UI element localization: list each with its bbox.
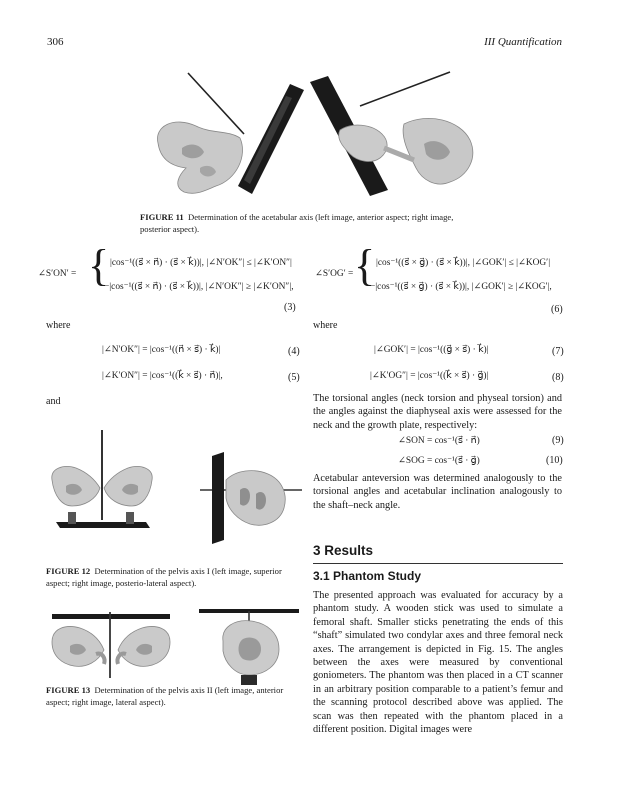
eq9-text: ∠SON = cos⁻¹(s⃗ · n⃗): [398, 436, 480, 446]
figure-11-right-image: [300, 68, 485, 203]
eq10-number: (10): [546, 455, 563, 466]
where-left: where: [46, 320, 71, 331]
eq3-number: (3): [284, 302, 296, 313]
eq3-lhs: ∠S′ON′ =: [38, 269, 77, 279]
running-head: III Quantification: [484, 36, 562, 48]
section-3-title: 3 Results: [313, 543, 374, 558]
section-rule: [313, 563, 563, 564]
eq6-lhs: ∠S′OG′ =: [315, 269, 354, 279]
figure-12-caption-text: Determination of the pelvis axis I (left image, superior aspect; right image, posterio-lateral aspect).: [46, 566, 282, 588]
eq6-number: (6): [551, 304, 563, 315]
eq4-number: (4): [288, 346, 300, 357]
figure-13-caption-text: Determination of the pelvis axis II (left image, anterior aspect; right image, lateral aspect).: [46, 685, 284, 707]
figure-13-left-image: [46, 608, 176, 683]
and-word: and: [46, 396, 61, 407]
para-phantom-study: The presented approach was evaluated for accuracy by a phantom study. A wooden stick was used to simulate a femoral shaft. Smaller sticks penetrating the ends of this “shaft” simulated two condylar axes and three femoral neck axes. The arrangement is depicted in Fig. 15. The angles between the axes were measured by conventional goniometers. The phantom was then placed in a CT scanner in an arbitrary position comparable to a patient’s femur and the scanning protocol described above was applied. The scan was then repeated with the phantom placed in a different position. Digital images were: [313, 590, 563, 736]
eq6-line2: −|cos⁻¹((s⃗ × g⃗) · (s⃗ × k⃗))|, |∠GOK′| ≥ |∠KOG′|,: [370, 282, 552, 292]
figure-11-caption-text: Determination of the acetabular axis (left image, anterior aspect; right image, posterior aspect).: [140, 212, 454, 234]
figure-11-caption: [140, 211, 480, 235]
eq3-line2: −|cos⁻¹((s⃗ × n⃗) · (s⃗ × k⃗))|, |∠N′OK″| ≥ |∠K′ON″|,: [104, 282, 294, 292]
para-anteversion: Acetabular anteversion was determined analogously to the torsional angles and acetabular inclination analogously to the shaft–neck angle.: [313, 473, 562, 511]
eq9-number: (9): [552, 435, 564, 446]
figure-13-caption: [46, 684, 304, 708]
para-torsion: The torsional angles (neck torsion and physeal torsion) and the angles against the diaphyseal axis were assessed for the neck and the growth plate, respectively:: [313, 393, 562, 431]
eq3-line1: |cos⁻¹((s⃗ × n⃗) · (s⃗ × k⃗))|, |∠N′OK″| ≤ |∠K′ON″|: [110, 258, 292, 268]
eq6-line1: |cos⁻¹((s⃗ × g⃗) · (s⃗ × k⃗))|, |∠GOK′| ≤ |∠KOG′|: [376, 258, 551, 268]
figure-12-left-image: [46, 428, 166, 538]
eq8-number: (8): [552, 372, 564, 383]
eq8-text: |∠K′OG″| = |cos⁻¹((k⃗ × s⃗) · g⃗)|: [370, 371, 489, 381]
eq4-text: |∠N′OK″| = |cos⁻¹((n⃗ × s⃗) · k⃗)|: [102, 345, 221, 355]
eq5-text: |∠K′ON″| = |cos⁻¹((k⃗ × s⃗) · n⃗)|,: [102, 371, 223, 381]
figure-13-label: FIGURE 13: [46, 685, 91, 695]
figure-12-right-image: [196, 450, 306, 545]
figure-11-label: FIGURE 11: [140, 212, 184, 222]
page-number: 306: [47, 36, 64, 48]
figure-12-caption: [46, 565, 304, 589]
eq6-brace: {: [354, 241, 376, 290]
eq3-brace: {: [88, 241, 110, 290]
eq10-text: ∠SOG = cos⁻¹(s⃗ · g⃗): [398, 456, 480, 466]
eq7-number: (7): [552, 346, 564, 357]
eq7-text: |∠GOK′| = |cos⁻¹((g⃗ × s⃗) · k⃗)|: [374, 345, 489, 355]
figure-13-right-image: [195, 605, 305, 687]
eq5-number: (5): [288, 372, 300, 383]
section-3-1-title: 3.1 Phantom Study: [313, 569, 422, 583]
where-right: where: [313, 320, 338, 331]
figure-11-left-image: [140, 68, 310, 203]
figure-12-label: FIGURE 12: [46, 566, 91, 576]
